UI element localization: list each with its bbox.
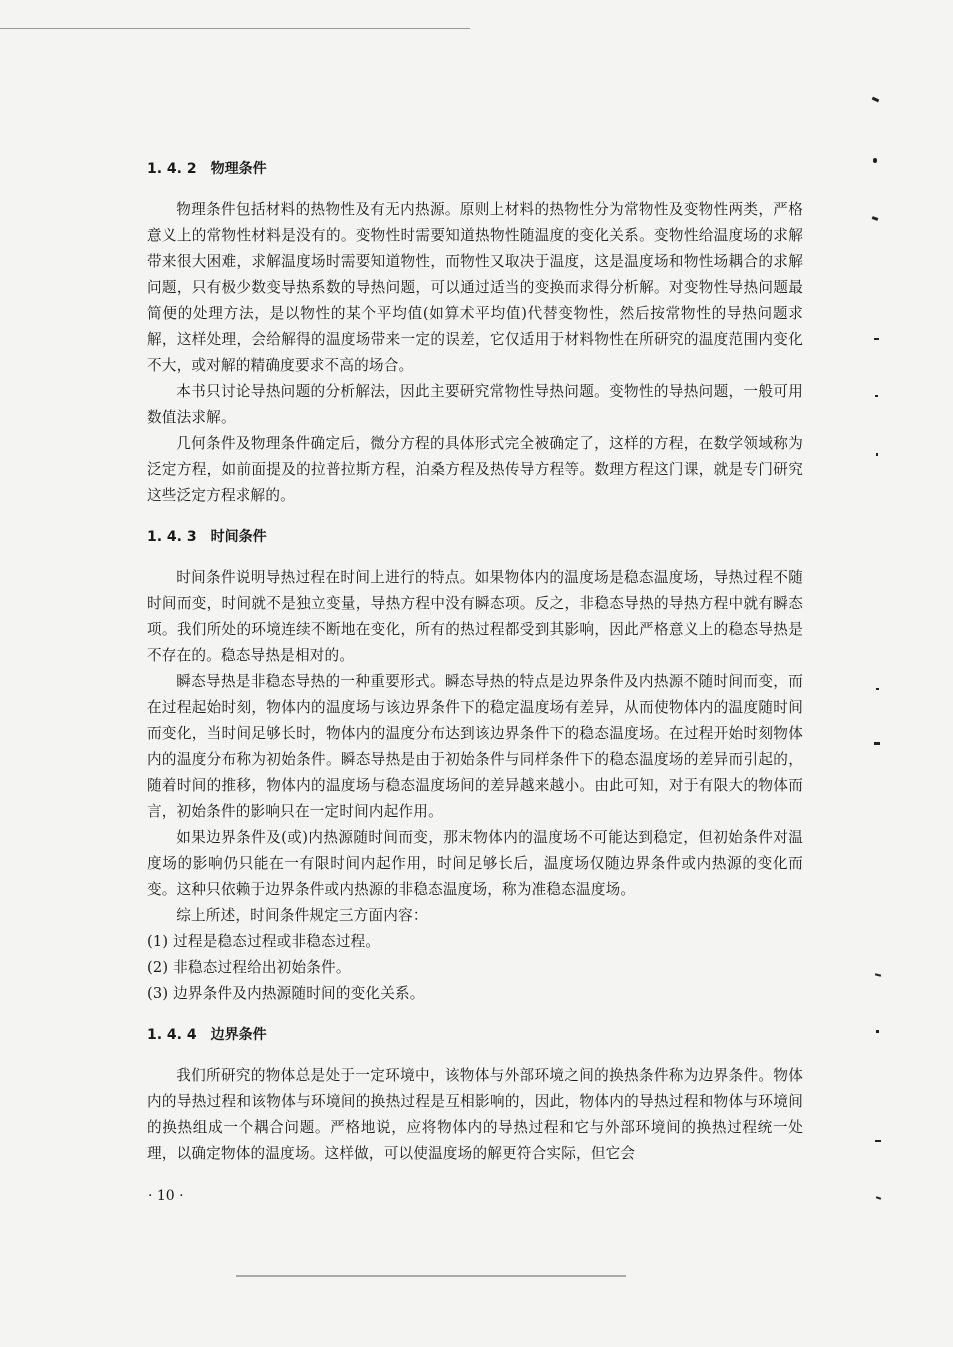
- scan-mark: [875, 973, 881, 976]
- scan-mark: [872, 97, 880, 103]
- scan-mark: [874, 338, 879, 340]
- scan-mark: [875, 395, 878, 397]
- scan-mark: [874, 742, 880, 745]
- scan-mark: [876, 1196, 881, 1200]
- section-title: 边界条件: [210, 1027, 267, 1043]
- list-item: (2) 非稳态过程给出初始条件。: [147, 959, 351, 976]
- scan-mark: [873, 158, 877, 163]
- page-number: · 10 ·: [148, 1188, 184, 1204]
- paragraph: 如果边界条件及(或)内热源随时间而变，那末物体内的温度场不可能达到稳定，但初始条件对温度场的影响仍只能在一有限时间内起作用，时间足够长后，温度场仅随边界条件或内热源的变化而变。这种只依赖于边界条件或内热源的非稳态温度场，称为准稳态温度场。: [147, 829, 803, 898]
- section-heading-1-4-2: [147, 155, 803, 183]
- list-item: (3) 边界条件及内热源随时间的变化关系。: [147, 985, 425, 1002]
- paragraph: 物理条件包括材料的热物性及有无内热源。原则上材料的热物性分为常物性及变物性两类，严格意义上的常物性材料是没有的。变物性时需要知道热物性随温度的变化关系。变物性给温度场的求解带来很大困难，求解温度场时需要知道物性，而物性又取决于温度，这是温度场和物性场耦合的求解问题，只有极少数变导热系数的导热问题，可以通过适当的变换而求得分析解。对变物性导热问题最简便的处理方法，是以物性的某个平均值(如算术平均值)代替变物性，然后按常物性的导热问题求解，这样处理，会给解得的温度场带来一定的误差，它仅适用于材料物性在所研究的温度范围内变化不大，或对解的精确度要求不高的场合。: [147, 201, 803, 374]
- scan-mark: [872, 216, 879, 221]
- paragraph: 几何条件及物理条件确定后，微分方程的具体形式完全被确定了，这样的方程，在数学领域称为泛定方程，如前面提及的拉普拉斯方程，泊桑方程及热传导方程等。数理方程这门课，就是专门研究这些泛定方程求解的。: [147, 435, 803, 504]
- section-title: 物理条件: [210, 161, 267, 177]
- section-number: 1. 4. 2: [147, 161, 197, 177]
- paragraph: 本书只讨论导热问题的分析解法，因此主要研究常物性导热问题。变物性的导热问题，一般可用数值法求解。: [147, 383, 803, 426]
- page-content: [147, 155, 803, 1167]
- scan-mark: [876, 453, 878, 456]
- section-heading-1-4-4: [147, 1021, 803, 1049]
- paragraph: 瞬态导热是非稳态导热的一种重要形式。瞬态导热的特点是边界条件及内热源不随时间而变，而在过程起始时刻，物体内的温度场与该边界条件下的稳定温度场有差异，从而使物体内的温度随时间而变化，当时间足够长时，物体内的温度分布达到该边界条件下的稳态温度场。在过程开始时刻物体内的温度分布称为初始条件。瞬态导热是由于初始条件与同样条件下的稳态温度场的差异而引起的，随着时间的推移，物体内的温度场与稳态温度场间的差异越来越小。由此可知，对于有限大的物体而言，初始条件的影响只在一定时间内起作用。: [147, 673, 803, 820]
- paragraph: 综上所述，时间条件规定三方面内容：: [176, 907, 428, 924]
- bottom-rule: [236, 1275, 626, 1277]
- scan-mark: [875, 1140, 881, 1142]
- paragraph: 时间条件说明导热过程在时间上进行的特点。如果物体内的温度场是稳态温度场，导热过程不随时间而变，时间就不是独立变量，导热方程中没有瞬态项。反之，非稳态导热的导热方程中就有瞬态项。我们所处的环境连续不断地在变化，所有的热过程都受到其影响，因此严格意义上的稳态导热是不存在的。稳态导热是相对的。: [147, 569, 803, 664]
- section-title: 时间条件: [210, 529, 267, 545]
- paragraph: 我们所研究的物体总是处于一定环境中，该物体与外部环境之间的换热条件称为边界条件。物体内的导热过程和该物体与环境间的换热过程是互相影响的，因此，物体内的导热过程和物体与环境间的换热组成一个耦合问题。严格地说，应将物体内的导热过程和它与外部环境间的换热过程统一处理，以确定物体的温度场。这样做，可以使温度场的解更符合实际，但它会: [147, 1067, 803, 1162]
- section-number: 1. 4. 3: [147, 529, 197, 545]
- section-heading-1-4-3: [147, 523, 803, 551]
- list-item: (1) 过程是稳态过程或非稳态过程。: [147, 933, 381, 950]
- scan-mark: [876, 1030, 879, 1033]
- top-rule: [0, 28, 470, 29]
- scan-mark: [876, 688, 879, 690]
- section-number: 1. 4. 4: [147, 1027, 197, 1043]
